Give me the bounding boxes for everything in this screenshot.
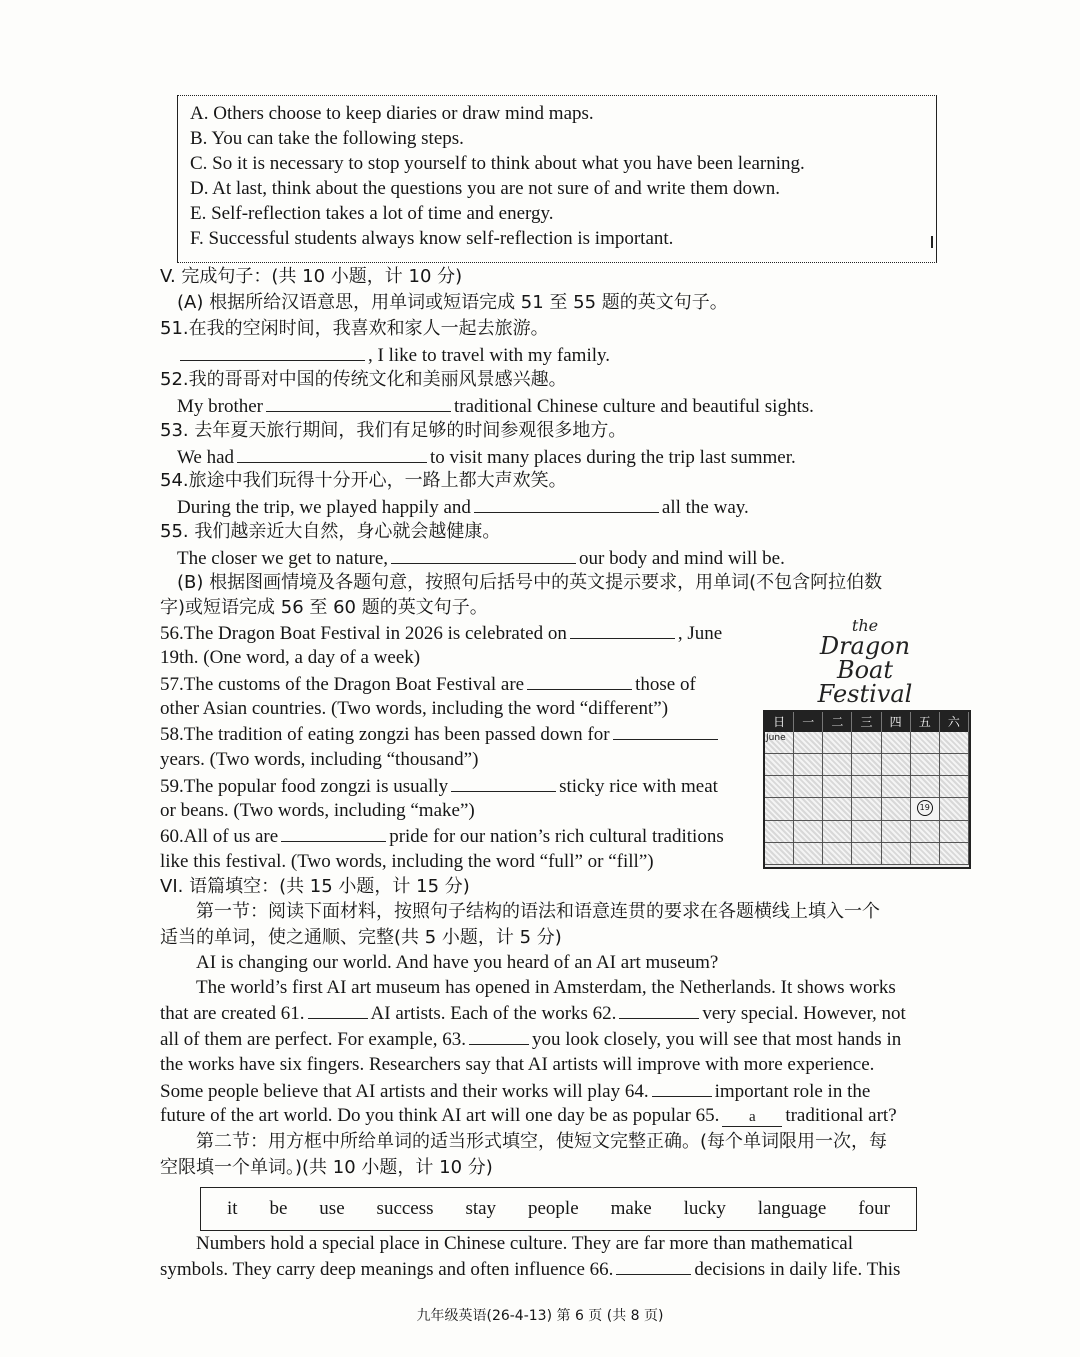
answer-blank-59[interactable]	[451, 775, 556, 792]
option-e: E. Self-reflection takes a lot of time and energy.	[190, 203, 554, 224]
june-calendar	[763, 710, 971, 869]
passage1-line4: all of them are perfect. For example, 63. you look closely, you will see that most hands in	[160, 1029, 902, 1050]
q60-line1: 60.All of us are pride for our nation’s rich cultural traditions	[160, 826, 724, 847]
weekday-fri: 五	[911, 712, 940, 732]
answer-blank-55[interactable]	[391, 547, 576, 564]
answer-blank-65[interactable]: a	[722, 1110, 782, 1127]
passage1-line5: the works have six fingers. Researchers say that AI artists will improve with more experience.	[160, 1054, 875, 1075]
q55-chinese: 55. 我们越亲近大自然，身心就会越健康。	[160, 521, 501, 542]
calendar-cell	[852, 821, 881, 843]
word-bank-item: people	[527, 1198, 579, 1219]
answer-blank-56[interactable]	[570, 622, 675, 639]
answer-blank-57[interactable]	[527, 673, 632, 690]
calendar-cell	[823, 821, 852, 843]
calendar-cell	[940, 798, 969, 820]
calendar-cell	[940, 821, 969, 843]
q57-line2: other Asian countries. (Two words, including the word “different”)	[160, 698, 669, 719]
section6-part2-instr-2: 空限填一个单词。)(共 10 小题，计 10 分)	[160, 1157, 493, 1178]
calendar-cell	[911, 821, 940, 843]
calendar-cell	[765, 843, 794, 865]
weekday-tue: 二	[823, 712, 852, 732]
q58-line1: 58.The tradition of eating zongzi has been passed down for	[160, 723, 721, 746]
answer-blank-58[interactable]	[613, 723, 718, 740]
word-bank-item: use	[319, 1198, 345, 1219]
calendar-grid	[765, 732, 969, 865]
passage1-line1: AI is changing our world. And have you heard of an AI art museum?	[196, 952, 719, 973]
q51-english: , I like to travel with my family.	[177, 344, 610, 367]
q51-chinese: 51.在我的空闲时间，我喜欢和家人一起去旅游。	[160, 318, 549, 339]
answer-blank-53[interactable]	[237, 446, 427, 463]
word-bank-item: make	[610, 1198, 652, 1219]
answer-blank-51[interactable]	[180, 344, 365, 361]
section6-part1-instr-1: 第一节：阅读下面材料，按照句子结构的语法和语意连贯的要求在各题横线上填入一个	[196, 901, 880, 922]
answer-blank-54[interactable]	[474, 496, 659, 513]
calendar-cell	[940, 754, 969, 776]
calendar-cell	[765, 798, 794, 820]
weekday-thu: 四	[882, 712, 911, 732]
weekday-mon: 一	[794, 712, 823, 732]
weekday-sun: 日	[765, 712, 794, 732]
calendar-cell	[794, 843, 823, 865]
calendar-cell	[911, 843, 940, 865]
calendar-cell	[823, 798, 852, 820]
word-bank-item: success	[376, 1198, 434, 1219]
q59-line2: or beans. (Two words, including “make”)	[160, 800, 475, 821]
calendar-cell	[882, 732, 911, 754]
box-mark	[931, 236, 933, 248]
q54-chinese: 54.旅途中我们玩得十分开心，一路上都大声欢笑。	[160, 470, 567, 491]
passage2-line1: Numbers hold a special place in Chinese culture. They are far more than mathematical	[196, 1233, 854, 1254]
q57-line1: 57.The customs of the Dragon Boat Festival are those of	[160, 674, 696, 695]
answer-blank-63[interactable]	[469, 1028, 529, 1045]
calendar-cell	[882, 776, 911, 798]
section6-part1-instr-2: 适当的单词，使之通顺、完整(共 5 小题，计 5 分)	[160, 927, 562, 948]
calendar-cell	[823, 843, 852, 865]
q55-english: The closer we get to nature, our body and mind will be.	[177, 548, 785, 569]
calendar-cell	[852, 776, 881, 798]
option-b: B. You can take the following steps.	[190, 128, 464, 149]
calendar-cell	[882, 843, 911, 865]
dragon-boat-poster-title	[790, 618, 940, 706]
q54-english: During the trip, we played happily and all the way.	[177, 497, 749, 518]
section5-part-a: (A) 根据所给汉语意思，用单词或短语完成 51 至 55 题的英文句子。	[177, 292, 728, 313]
calendar-cell	[852, 754, 881, 776]
calendar-cell	[911, 754, 940, 776]
calendar-cell	[765, 754, 794, 776]
calendar-cell	[765, 776, 794, 798]
word-bank-item: stay	[465, 1198, 497, 1219]
answer-blank-62[interactable]	[619, 1002, 699, 1019]
calendar-cell	[794, 776, 823, 798]
circled-day: 19	[917, 800, 933, 816]
calendar-cell	[794, 732, 823, 754]
section6-title: VI. 语篇填空：(共 15 小题，计 15 分)	[160, 876, 470, 897]
section5-title: V. 完成句子：(共 10 小题，计 10 分)	[160, 266, 463, 287]
q53-chinese: 53. 去年夏天旅行期间，我们有足够的时间参观很多地方。	[160, 420, 627, 441]
option-d: D. At last, think about the questions you are not sure of and write them down.	[190, 178, 780, 199]
answer-blank-52[interactable]	[266, 395, 451, 412]
word-bank-item: four	[858, 1198, 890, 1219]
answer-blank-60[interactable]	[281, 825, 386, 842]
answer-blank-64[interactable]	[652, 1080, 712, 1097]
calendar-cell	[940, 732, 969, 754]
poster-the: the	[851, 616, 879, 635]
page-footer: 九年级英语(26-4-13) 第 6 页 (共 8 页)	[416, 1308, 664, 1324]
passage1-line7: future of the art world. Do you think AI art will one day be as popular 65. a traditional art?	[160, 1105, 897, 1126]
calendar-cell	[911, 776, 940, 798]
option-f: F. Successful students always know self-reflection is important.	[190, 228, 674, 249]
word-bank-item: it	[226, 1198, 238, 1219]
passage2-line2: symbols. They carry deep meanings and often influence 66. decisions in daily life. This	[160, 1259, 901, 1280]
weekday-sat: 六	[940, 712, 969, 732]
option-a: A. Others choose to keep diaries or draw mind maps.	[190, 103, 594, 124]
passage1-line3: that are created 61. AI artists. Each of the works 62. very special. However, not	[160, 1003, 906, 1024]
calendar-cell	[794, 798, 823, 820]
word-bank-box	[200, 1187, 917, 1231]
q52-english: My brother traditional Chinese culture and beautiful sights.	[177, 396, 814, 417]
calendar-cell	[794, 821, 823, 843]
section5-part-b-line1: (B) 根据图画情境及各题句意，按照句后括号中的英文提示要求，用单词(不包含阿拉伯数	[177, 572, 883, 593]
poster-boat-festival: Boat Festival	[817, 656, 913, 708]
calendar-festival-day	[911, 798, 940, 820]
calendar-cell	[765, 821, 794, 843]
calendar-cell	[882, 798, 911, 820]
calendar-cell	[794, 754, 823, 776]
calendar-cell	[882, 754, 911, 776]
calendar-cell	[823, 754, 852, 776]
q56-line1: 56.The Dragon Boat Festival in 2026 is celebrated on , June	[160, 623, 723, 644]
q58-line2: years. (Two words, including “thousand”)	[160, 749, 479, 770]
q56-line2: 19th. (One word, a day of a week)	[160, 647, 421, 668]
answer-blank-61[interactable]	[308, 1002, 368, 1019]
calendar-cell	[852, 798, 881, 820]
calendar-cell	[823, 776, 852, 798]
word-bank-item: be	[269, 1198, 288, 1219]
option-c: C. So it is necessary to stop yourself to think about what you have been learning.	[190, 153, 805, 174]
passage1-line6: Some people believe that AI artists and their works will play 64. important role in the	[160, 1081, 871, 1102]
section6-part2-instr-1: 第二节：用方框中所给单词的适当形式填空，使短文完整正确。(每个单词限用一次，每	[196, 1131, 888, 1152]
calendar-cell	[823, 732, 852, 754]
q53-english: We had to visit many places during the trip last summer.	[177, 447, 796, 468]
calendar-weekday-header	[765, 712, 969, 732]
calendar-month-cell: June	[765, 732, 794, 754]
calendar-cell	[940, 776, 969, 798]
calendar-cell	[852, 732, 881, 754]
calendar-cell	[911, 732, 940, 754]
word-bank-item: language	[757, 1198, 827, 1219]
q59-line1: 59.The popular food zongzi is usually sticky rice with meat	[160, 776, 718, 797]
calendar-cell	[940, 843, 969, 865]
calendar-cell	[882, 821, 911, 843]
passage1-line2: The world’s first AI art museum has opened in Amsterdam, the Netherlands. It shows works	[196, 977, 896, 998]
weekday-wed: 三	[852, 712, 881, 732]
q52-chinese: 52.我的哥哥对中国的传统文化和美丽风景感兴趣。	[160, 369, 567, 390]
q60-line2: like this festival. (Two words, including the word “full” or “fill”)	[160, 851, 654, 872]
poster-dragon: Dragon	[819, 632, 911, 660]
word-bank-item: lucky	[683, 1198, 726, 1219]
answer-blank-66[interactable]	[616, 1258, 691, 1275]
section5-part-b-line2: 字)或短语完成 56 至 60 题的英文句子。	[160, 597, 488, 618]
calendar-cell	[852, 843, 881, 865]
